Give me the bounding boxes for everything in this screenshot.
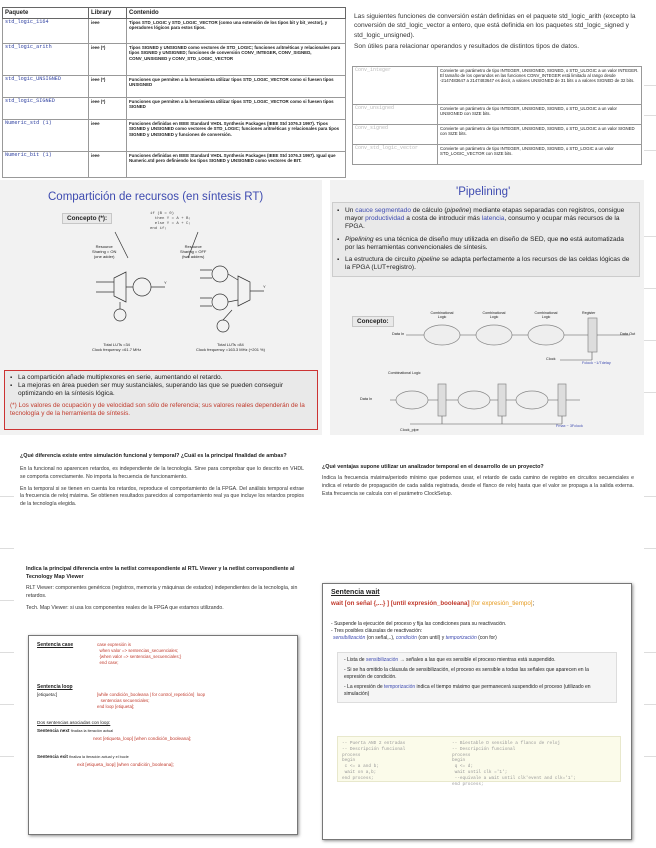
text: está automatizada por las herramientas convencionales de síntesis. [345,235,624,251]
sharing-diagram [60,220,270,350]
text: , consumo y ocupar más recursos de la FPGA. [345,215,620,231]
table-row [3,98,346,120]
case-label: Sentencia case [37,642,74,648]
comb-logic-shape [458,391,490,409]
code-and-gate: -- Puerta AND 2 entradas -- Descripción funcional process begin c <= a and b; wait on a,b; end process; [342,741,406,781]
bullet: ▪ La mejoras en área pueden ser muy sustanciales, superando las que se pueden conseguir optimizando en la síntesis lógica. [10,382,312,398]
wait-detail [344,657,610,664]
conv-desc: Convierte un parámetro de tipo INTEGER, UNSIGNED, SIGNED, o STD_LOGIC a un valor STD_LOGIC_VECTOR con SIZE bits. [438,145,642,165]
data-out-label: Data Out [620,332,636,336]
pipeline-diagram [390,304,644,430]
slide-title: Compartición de recursos (en síntesis RT) [48,191,264,203]
register-shape [438,384,446,416]
table-row [353,105,642,125]
text: → señales a las que es sensible el proceso mientras está suspendido. [398,657,556,663]
comb-logic-label: Combinational Logic [534,311,558,319]
next-desc: finaliza la iteración actual [70,729,114,733]
col-header: Contenido [127,8,346,19]
label-sharing-on: Resource Sharing = ON (one adder) [92,244,117,259]
rule-line [0,548,14,549]
rule-line [0,600,14,601]
table-row [3,44,346,76]
sharing-slide [0,180,322,435]
pipelining-bullets-box [332,202,640,277]
comb-logic-shape [396,391,428,409]
assoc-title: Dos sentencias asociadas con loop: [37,720,111,725]
exit-line [37,754,289,760]
rule-line [644,115,656,116]
loop-block [37,692,289,710]
package-content: Funciones que permiten a la herramienta utilizar tipos STD_LOGIC_VECTOR como si fuesen tipos UNSIGNED [127,76,346,98]
conv-name: Conv_integer [353,67,438,105]
data-in-label: Data In [392,332,405,336]
wire [200,270,264,320]
wait-bullet: - Tres posibles cláusulas de reactivación: [331,628,423,634]
rule-line [0,756,14,757]
bullet: ▪ La compartición añade multiplexores en serie, aumentando el retardo. [10,374,312,382]
wait-bullet: - Suspende la ejecución del proceso y fija las condiciones para su reactivación. [331,621,507,627]
conversion-table [352,66,642,165]
wait-title [331,589,623,596]
table-row [353,67,642,105]
wait-syntax-for: [for expresión_tiempo] [471,600,533,607]
question-title: ¿Qué ventajas supone utilizar un analizador temporal en el desarrollo de un proyecto? [322,464,544,470]
register-shape [558,384,566,416]
package-name: std_logic_SIGNED [3,98,89,120]
table-row [3,76,346,98]
table-row [3,19,346,44]
exit-desc: finaliza la iteración actual y el bucle [69,755,129,759]
register-label: Register [582,311,596,315]
text-italic: Pipelining [345,235,374,243]
wait-description [331,621,623,642]
label-sharing-off: Resource Sharing = OFF (two adders) [180,244,207,259]
wait-detail: - Si se ha omitido la cláusula de sensibilización, el proceso es sensible a todas las señales que aparecen en la expresión de condición. [344,667,589,680]
pipelining-slide [330,180,644,435]
text: (con for) [476,635,497,641]
wire [96,282,165,309]
text-italic: pipeline [417,256,440,264]
exit-syntax: exit [etiqueta_loop] [when condición_booleana]; [77,762,174,767]
answer-paragraph: Indica la frecuencia máxima/periodo mínimo que podemos usar, el retardo de cada camino de registro en circuitos secuenciales e indica el retardo de propagación de cada salida registrada, desde el flanco de reloj hasta que el valor se propaga a la salida externa. Esta frecuencia se calcula con el parámetro ClockSetup. [322,475,634,497]
answer-paragraph: En la funcional no aparencen retardos, es independiente de la tecnología. Sirve para comprobar que lo descrito en VHDL se comporta correctamente. No importa la frecuencia de funcionamiento. [20,466,304,480]
answer-paragraph: Tech. Map Viewer: si usa los componentes reales de la FPGA que estamos utilizando. [26,604,224,611]
text: indica el tiempo máximo que permanecerá suspendido el proceso (utilizado en simulación) [344,684,591,697]
bullet [337,236,635,252]
rule-line [644,236,656,237]
bullet [337,207,635,232]
text: de cálculo ( [410,207,447,214]
package-library: ieee (*) [89,44,127,76]
sharing-note: (*) Los valores de ocupación y de velocidad son sólo de referencia; sus valores reales dependerán de la tecnología y de la herramienta de síntesis. [10,401,305,417]
question-timing-analyzer [322,463,634,498]
wait-syntax-main: wait [on señal {,...} ] [until expresión_booleana] [331,600,472,607]
concept-label-text: Concepto: [357,318,389,325]
rule-line [644,288,656,289]
register-shape [498,384,506,416]
wait-title-text: Sentencia wait [331,589,380,596]
pipelining-bullets [337,207,635,272]
package-content: Funciones definidas en IEEE Standard VHDL Synthesis Packages (IEEE Std 1076.3 1997). Tipos SIGNED y UNSIGNED como vectores de STD_LOGIC; funciones aritméticas y relacionales para tipos SIGNED y UNSIGNED y funciones de conversión. [127,120,346,152]
port-label: Y [263,284,266,289]
comb-logic-shape [476,325,512,345]
rule-line [644,85,656,86]
comb-logic-label: Combinational Logic [482,311,506,319]
package-name: std_logic_arith [3,44,89,76]
packages-table-header [3,8,346,19]
wait-syntax-end: ; [532,600,535,607]
text-highlight: cauce segmentado [355,207,411,214]
answer-paragraph: En la temporal si se tienen en cuenta los retardos, reproduce el comportamiento de la FPGA. Del análisis temporal extrae la frecuencia de reloj máxima. Se obtienen resultados parecidos al comportamiento real ya que incluye los retardos propios de la tecnología elegida. [20,485,304,508]
next-syntax: next [etiqueta_loop] [when condición_booleana]; [93,736,192,741]
package-library: ieee (*) [89,98,127,120]
rule-line [644,652,656,653]
exit-label: Sentencia exit [37,754,68,759]
arrow-line [115,232,128,258]
mux-shape [114,272,126,302]
text: - La expresión de [344,684,385,690]
wait-clauses [333,635,623,642]
package-name: std_logic_1164 [3,19,89,44]
rule-line [644,548,656,549]
mux-shape [238,276,250,306]
text: La estructura de circuito [345,256,418,264]
concept-label [352,316,394,327]
case-block [37,642,289,666]
comb-logic-label: Combinational Logic [430,311,454,319]
text: condición [395,635,417,641]
package-name: Numeric_std (1) [3,120,89,152]
code-flip-flop: -- Biestable D sensible a flanco de reloj -- Descripción funcional process begin q <= d; wait until clk ='1'; --equivale a wait until clk'event and clk='1'; end process; [452,741,576,787]
conv-desc: Convierte un parámetro de tipo INTEGER, UNSIGNED, SIGNED, o STD_ULOGIC a un valor UNSIGNED con SIZE bits. [438,105,642,125]
text: es una técnica de diseño muy utilizada en diseño de SED, que [373,235,561,243]
question-simulation [20,452,304,509]
conv-name: Conv_unsigned [353,105,438,125]
text: temporización [445,635,477,641]
wait-code-box [337,736,621,787]
rule-line [644,392,656,393]
package-library: ieee [89,19,127,44]
conversion-intro: Las siguientes funciones de conversión están definidas en el paquete std_logic_arith (excepto la conversión de std_logic_vector a entero, que está definida en los paquetes std_logic_signed y std_logic_unsigned). [354,13,636,39]
adder-shape [217,320,229,332]
table-row [3,152,346,178]
comb-logic-label: Combinational Logic [388,371,421,375]
fclock-label: Fclock ~1/Tdelay [582,361,611,365]
stats-left: Total LUTs =34 Clock frequency =61.7 MHz [92,342,142,352]
packages-table [2,7,346,178]
question-title: Indica la principal diferencia entre la netlist correspondiente al RTL Viewer y la netlist correspondiente al Tecnology Map Viewer [26,566,295,580]
question-netlist [26,565,298,612]
text: (con until) y [416,635,446,641]
comb-logic-shape [516,391,548,409]
wait-syntax [331,600,623,607]
text-italic: pipeline [446,207,470,214]
rule-line [0,496,14,497]
text: (on señal,..), [365,635,396,641]
stats-right: Total LUTs =84 Clock frequency =163.3 MHz (+201 %) [196,342,265,352]
adder-shape [212,266,228,282]
loop-etiqueta: [etiqueta:] [37,692,58,697]
package-content: Funciones definidas en IEEE Standard VHDL Synthesis Packages (IEEE Std 1076.3 1997). Igual que Numeric.std pero definiendo los tipos SIGNED y UNSIGNED como vectores de BIT. [127,152,346,178]
loop-label: Sentencia loop [37,684,73,690]
adder-shape [133,278,151,296]
clock-label: Clock [546,357,556,361]
text: Un [345,207,356,214]
text: Tres posibles cláusulas de reactivación: [333,628,423,634]
package-content: Tipos SIGNED y UNSIGNED como vectores de STD_LOGIC; funciones aritméticas y relacionales para tipos SIGNED y UNSIGNED; funciones de conversión CONV_INTEGER, CONV_SIGNED, CONV_UNSIGNED y CONV_STD_LOGIC_VECTOR [127,44,346,76]
concept-label-text: Concepto (*): [67,215,108,222]
conv-desc: Convierte un parámetro de tipo INTEGER, UNSIGNED, SIGNED, o STD_ULOGIC a un valor INTEGER. El tamaño de los operandos en las funciones CONV_INTEGER está limitado al rango desde -2147483647 a 2147483647 es decir, a valores UNSIGNED de 31 bits o a valores SIGNED de 32 bits. [438,67,642,105]
package-library: ieee [89,120,127,152]
wait-detail [344,684,610,698]
question-title: ¿Qué diferencia existe entre simulación funcional y temporal? ¿Cuál es la principal finalidad de ambas? [20,453,287,459]
table-row [3,120,346,152]
conv-name: Conv_signed [353,125,438,145]
comb-logic-shape [528,325,564,345]
loop-syntax: [while condición_booleana | for control_repetición] loop sentencias secuenciales; end loop [etiqueta]; [97,692,206,709]
sharing-code: if (B = 0) then Y = A + B; else Y = A + C; end if; [150,212,191,231]
text: ) mediante etapas separadas con registros, consigue mayor [345,207,625,223]
text: se adapta perfectamente a los recursos de las celdas lógicas de la FPGA (LUT+registro). [345,256,630,272]
conversion-intro-2: Son útiles para relacionar operandos y resultados de distintos tipos de datos. [354,43,580,50]
text: - Lista de [344,657,366,663]
conv-desc: Convierte un parámetro de tipo INTEGER, UNSIGNED, SIGNED, o STD_ULOGIC a un valor SIGNED con SIZE bits. [438,125,642,145]
col-header: Paquete [3,8,89,19]
sharing-notes-box [4,370,318,430]
package-content: Tipos STD_LOGIC y STD_LOGIC_VECTOR (como una extensión de los tipos bit y bit_vector), y operadores lógicos para estos tipos. [127,19,346,44]
text-highlight: temporización [384,684,416,690]
rule-line [644,150,656,151]
package-name: Numeric_bit (1) [3,152,89,178]
text-bold: no [560,235,569,243]
conv-name: Conv_std_logic_vector [353,145,438,165]
table-row [353,125,642,145]
clock-pipe-label: Clock_pipe [400,428,419,432]
rule-line [644,496,656,497]
adder-shape [212,294,228,310]
clock-wire [560,352,592,360]
comb-logic-shape [424,325,460,345]
rule-line [0,704,14,705]
package-library: ieee (*) [89,76,127,98]
package-content: Funciones que permiten a la herramienta utilizar tipos STD_LOGIC_VECTOR como si fuesen tipos SIGNED [127,98,346,120]
rule-line [0,652,14,653]
next-line [37,728,289,734]
rule-line [644,704,656,705]
text-highlight: productividad [365,215,405,223]
rule-line [644,340,656,341]
wait-card [322,583,632,840]
text: sensibilización [333,635,366,641]
package-name: std_logic_UNSIGNED [3,76,89,98]
clock-wire [410,416,562,424]
text: Suspende la ejecución del proceso y fija las condiciones para su reactivación. [334,621,507,627]
col-header: Library [89,8,127,19]
text-highlight: sensibilización [365,657,399,663]
register-shape [588,318,597,352]
sharing-bullets [10,374,312,399]
rule-line [644,756,656,757]
port-label: Y [164,280,167,285]
text-highlight: latencia [481,215,505,223]
data-in-label: Data In [360,397,373,401]
case-syntax: case expresión is when valor => sentencias_secuenciales; {when valor => sentencias_secuenciales;} end case; [97,642,182,665]
next-label: Sentencia next [37,728,70,733]
package-library: ieee [89,152,127,178]
adder-shape [114,309,126,321]
answer-paragraph: RLT Viewer: componentes genéricos (registros, memoria y máquinas de estados) independientes de la tecnología, sin retardos. [26,585,298,599]
text: a costa de introducir más [404,215,482,223]
case-loop-card [28,635,298,835]
fmax-label: Fmax ~ 3Fclock [556,424,583,428]
table-row [353,145,642,165]
bullet [337,256,635,272]
slide-title: 'Pipelining' [456,186,511,198]
wait-details-box [337,652,617,703]
